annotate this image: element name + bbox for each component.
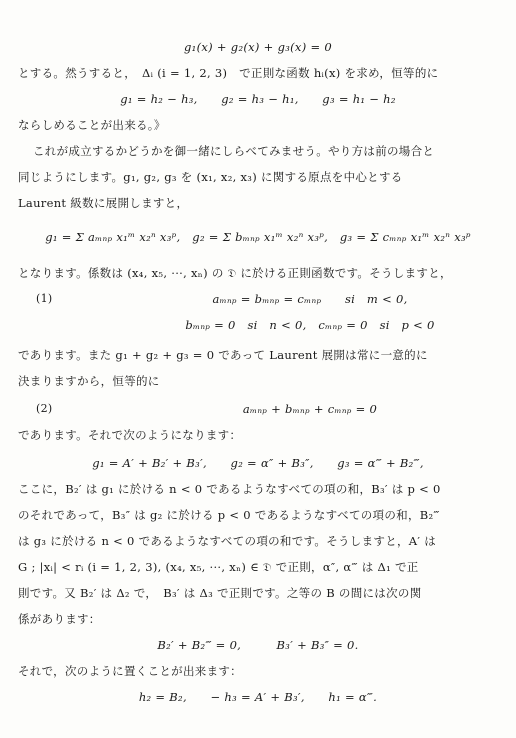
equation-h-definitions: h₂ = B₂, − h₃ = A′ + B₃′, h₁ = α‴. bbox=[138, 690, 378, 704]
text-line: 決まりますから，恒等的に bbox=[18, 374, 160, 388]
equation-block-1b bbox=[0, 314, 516, 336]
equation-h-relations: g₁ = h₂ − h₃, g₂ = h₃ − h₁, g₃ = h₁ − h₂ bbox=[120, 92, 396, 106]
text-line: それで，次のように置くことが出来ます： bbox=[18, 664, 242, 678]
equation-decomposition: g₁ = A′ + B₂′ + B₃′, g₂ = α″ + B₃″, g₃ = α‴ + B₂‴, bbox=[92, 456, 424, 470]
text-line: 則です。又 B₂′ は Δ₂ で， B₃′ は Δ₃ で正則です。之等の B の間には次の関 bbox=[18, 586, 422, 600]
text-line: 同じようにします。g₁, g₂, g₃ を (x₁, x₂, x₃) に関する原点を中心とする bbox=[18, 170, 403, 184]
equation-number: (2) bbox=[36, 402, 53, 415]
text-line: ここに，B₂′ は g₁ に於ける n < 0 であるようなすべての項の和，B₃′ は p < 0 bbox=[18, 482, 441, 496]
text-line: であります。また g₁ + g₂ + g₃ = 0 であって Laurent 展開は常に一意的に bbox=[18, 348, 428, 362]
text-line: のそれであって，B₃″ は g₂ に於ける p < 0 であるようなすべての項の和，B₂‴ bbox=[18, 508, 440, 522]
text-line: とする。然うすると， Δᵢ (i = 1, 2, 3) で正則な函数 hᵢ(x) を求め，恒等的に bbox=[18, 66, 439, 80]
text-line: は g₃ に於ける n < 0 であるようなすべての項の和です。そうしますと，A′ は bbox=[18, 534, 437, 548]
equation-number: (1) bbox=[36, 292, 53, 305]
text-line: 係があります： bbox=[18, 612, 101, 626]
text-line: であります。それで次のようになります： bbox=[18, 428, 242, 442]
equation-sum-zero: g₁(x) + g₂(x) + g₃(x) = 0 bbox=[184, 40, 332, 54]
equation-block-1 bbox=[0, 288, 516, 310]
equation-laurent-series: g₁ = Σ aₘₙₚ x₁ᵐ x₂ⁿ x₃ᵖ, g₂ = Σ bₘₙₚ x₁ᵐ x₂ⁿ x₃ᵖ, g₃ = Σ cₘₙₚ x₁ᵐ x₂ⁿ x₃ᵖ bbox=[45, 230, 471, 244]
text-line: これが成立するかどうかを御一緒にしらべてみませう。やり方は前の場合と bbox=[33, 144, 435, 158]
equation-coefficients-2: bₘₙₚ = 0 si n < 0, cₘₙₚ = 0 si p < 0 bbox=[185, 318, 435, 332]
equation-block-2 bbox=[0, 398, 516, 420]
equation-b-relations: B₂′ + B₂‴ = 0, B₃′ + B₃″ = 0. bbox=[157, 638, 359, 652]
equation-coefficients-1: aₘₙₚ = bₘₙₚ = cₘₙₚ si m < 0, bbox=[212, 292, 408, 306]
equation-coefficient-sum: aₘₙₚ + bₘₙₚ + cₘₙₚ = 0 bbox=[242, 402, 378, 416]
text-line: G ; |xᵢ| < rᵢ (i = 1, 2, 3), (x₄, x₅, ···, xₙ) ∈ 𝔇 で正則，α″, α‴ は Δ₁ で正 bbox=[18, 560, 419, 574]
text-line: ならしめることが出来る。》 bbox=[18, 118, 166, 132]
text-line: となります。係数は (x₄, x₅, ···, xₙ) の 𝔇 に於ける正則函数です。そうしますと， bbox=[18, 266, 452, 280]
text-line: Laurent 級数に展開しますと， bbox=[18, 196, 189, 210]
